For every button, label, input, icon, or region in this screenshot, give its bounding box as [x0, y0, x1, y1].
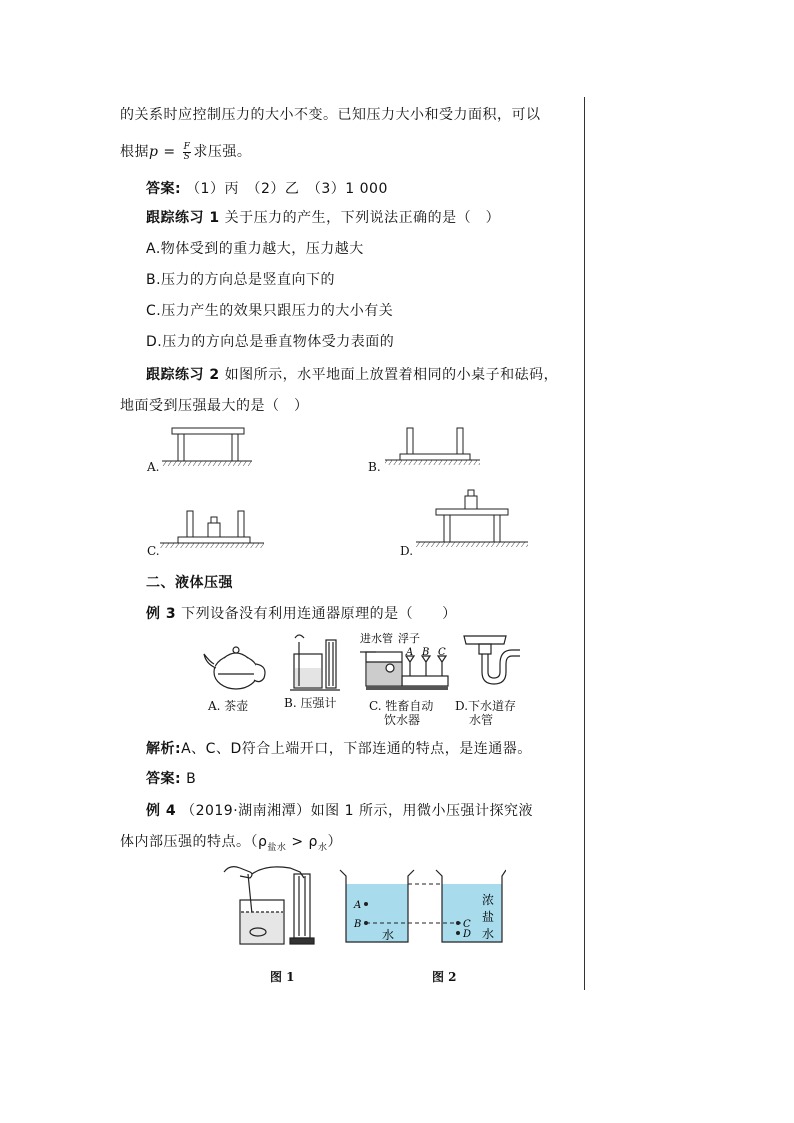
caption-waterer-1: C. 牲畜自动	[369, 699, 434, 713]
label-water: 水	[382, 928, 395, 942]
caption-figure-1: 图 1	[270, 970, 295, 984]
caption-figure-2: 图 2	[432, 970, 457, 984]
choice-b-label: B.	[368, 460, 381, 474]
example-4-text-2a: 体内部压强的特点。（ρ	[120, 834, 268, 850]
label-b: B	[422, 647, 430, 658]
formula-numerator: F	[183, 141, 191, 152]
example-4-question-1	[146, 800, 533, 820]
beaker-water	[340, 870, 414, 942]
exercise-2-question	[146, 364, 558, 384]
section-2-title: 二、液体压强	[146, 575, 233, 591]
answer-3	[146, 768, 196, 788]
exercise-2-text-1: 如图所示，水平地面上放置着相同的小桌子和砝码，	[224, 367, 559, 383]
example-3-figure	[200, 628, 530, 698]
label-float: 浮子	[398, 632, 420, 645]
exercise-1-option-a: A.物体受到的重力越大，压力越大	[146, 241, 364, 257]
formula-eq: =	[158, 144, 181, 160]
example-3-question	[146, 603, 457, 623]
label-a: A	[354, 900, 362, 911]
exercise-1-option-b: B.压力的方向总是竖直向下的	[146, 272, 336, 288]
waterer-icon	[360, 652, 448, 690]
label-yan: 盐	[482, 910, 495, 924]
answer-1-text: （1）丙 （2）乙 （3）1 000	[186, 181, 388, 197]
choice-c-label: C.	[147, 544, 160, 558]
sink-trap-icon	[464, 636, 520, 684]
example-3-text: 下列设备没有利用连通器原理的是（ ）	[181, 606, 457, 622]
intro-line-2	[120, 141, 251, 162]
column-border	[584, 97, 585, 990]
analysis-label: 解析:	[146, 741, 182, 757]
intro-line-1: 的关系时应控制压力的大小不变。已知压力大小和受力面积，可以	[120, 107, 541, 123]
formula-p: p	[149, 144, 159, 160]
exercise-1-option-c: C.压力产生的效果只跟压力的大小有关	[146, 303, 394, 319]
manometer-icon	[290, 635, 340, 690]
label-shui: 水	[482, 927, 495, 941]
exercise-2-text-2: 地面受到压强最大的是（ ）	[120, 398, 309, 414]
label-a: A	[406, 647, 414, 658]
example-4-text-2c: ）	[327, 834, 342, 850]
figure-2	[336, 866, 506, 950]
caption-trap-1: D.下水道存	[455, 699, 517, 713]
choice-a-label: A.	[147, 460, 160, 474]
analysis-text: A、C、D符合上端开口，下部连通的特点，是连通器。	[181, 741, 532, 757]
answer-3-text: B	[186, 771, 197, 787]
subscript-salt-water: 盐水	[267, 842, 287, 853]
table-diagrams	[140, 420, 560, 570]
caption-teapot: A. 茶壶	[208, 699, 249, 713]
formula-denominator: S	[183, 151, 191, 162]
exercise-2-label: 跟踪练习 2	[146, 367, 220, 383]
answer-1-label: 答案:	[146, 181, 182, 197]
point-d	[456, 931, 460, 935]
answer-3-label: 答案:	[146, 771, 182, 787]
subscript-water: 水	[317, 842, 328, 853]
analysis	[146, 738, 532, 758]
example-4-question-2	[120, 831, 342, 853]
point-b	[364, 921, 368, 925]
point-c	[456, 921, 460, 925]
diagram-d	[416, 490, 528, 547]
exercise-1-label: 跟踪练习 1	[146, 210, 220, 226]
exercise-1-option-d: D.压力的方向总是垂直物体受力表面的	[146, 334, 395, 350]
point-a	[364, 902, 368, 906]
figure-1	[220, 860, 330, 950]
label-b: B	[354, 919, 362, 930]
label-nong: 浓	[482, 893, 495, 907]
caption-waterer-2: 饮水器	[384, 713, 421, 727]
caption-trap-2: 水管	[469, 713, 494, 727]
teapot-icon	[204, 647, 265, 689]
example-3-label: 例 3	[146, 606, 177, 622]
example-4-text-2b: > ρ	[286, 834, 318, 850]
label-inlet-pipe: 进水管	[360, 632, 393, 645]
choice-d-label: D.	[400, 544, 414, 558]
label-c: C	[438, 647, 446, 658]
formula-fraction	[183, 143, 192, 162]
label-c: C	[463, 919, 471, 930]
intro-suffix: 求压强。	[193, 144, 252, 160]
intro-prefix: 根据	[120, 144, 149, 160]
answer-1	[146, 178, 388, 198]
exercise-1-text: 关于压力的产生，下列说法正确的是（ ）	[224, 210, 501, 226]
label-d: D	[463, 929, 472, 940]
diagram-b	[385, 428, 480, 465]
caption-manometer: B. 压强计	[284, 696, 337, 710]
exercise-1-question	[146, 207, 500, 227]
diagram-c	[160, 511, 264, 548]
diagram-a	[162, 428, 252, 466]
example-4-text-1: （2019·湖南湘潭）如图 1 所示，用微小压强计探究液	[181, 803, 533, 819]
example-4-label: 例 4	[146, 803, 177, 819]
